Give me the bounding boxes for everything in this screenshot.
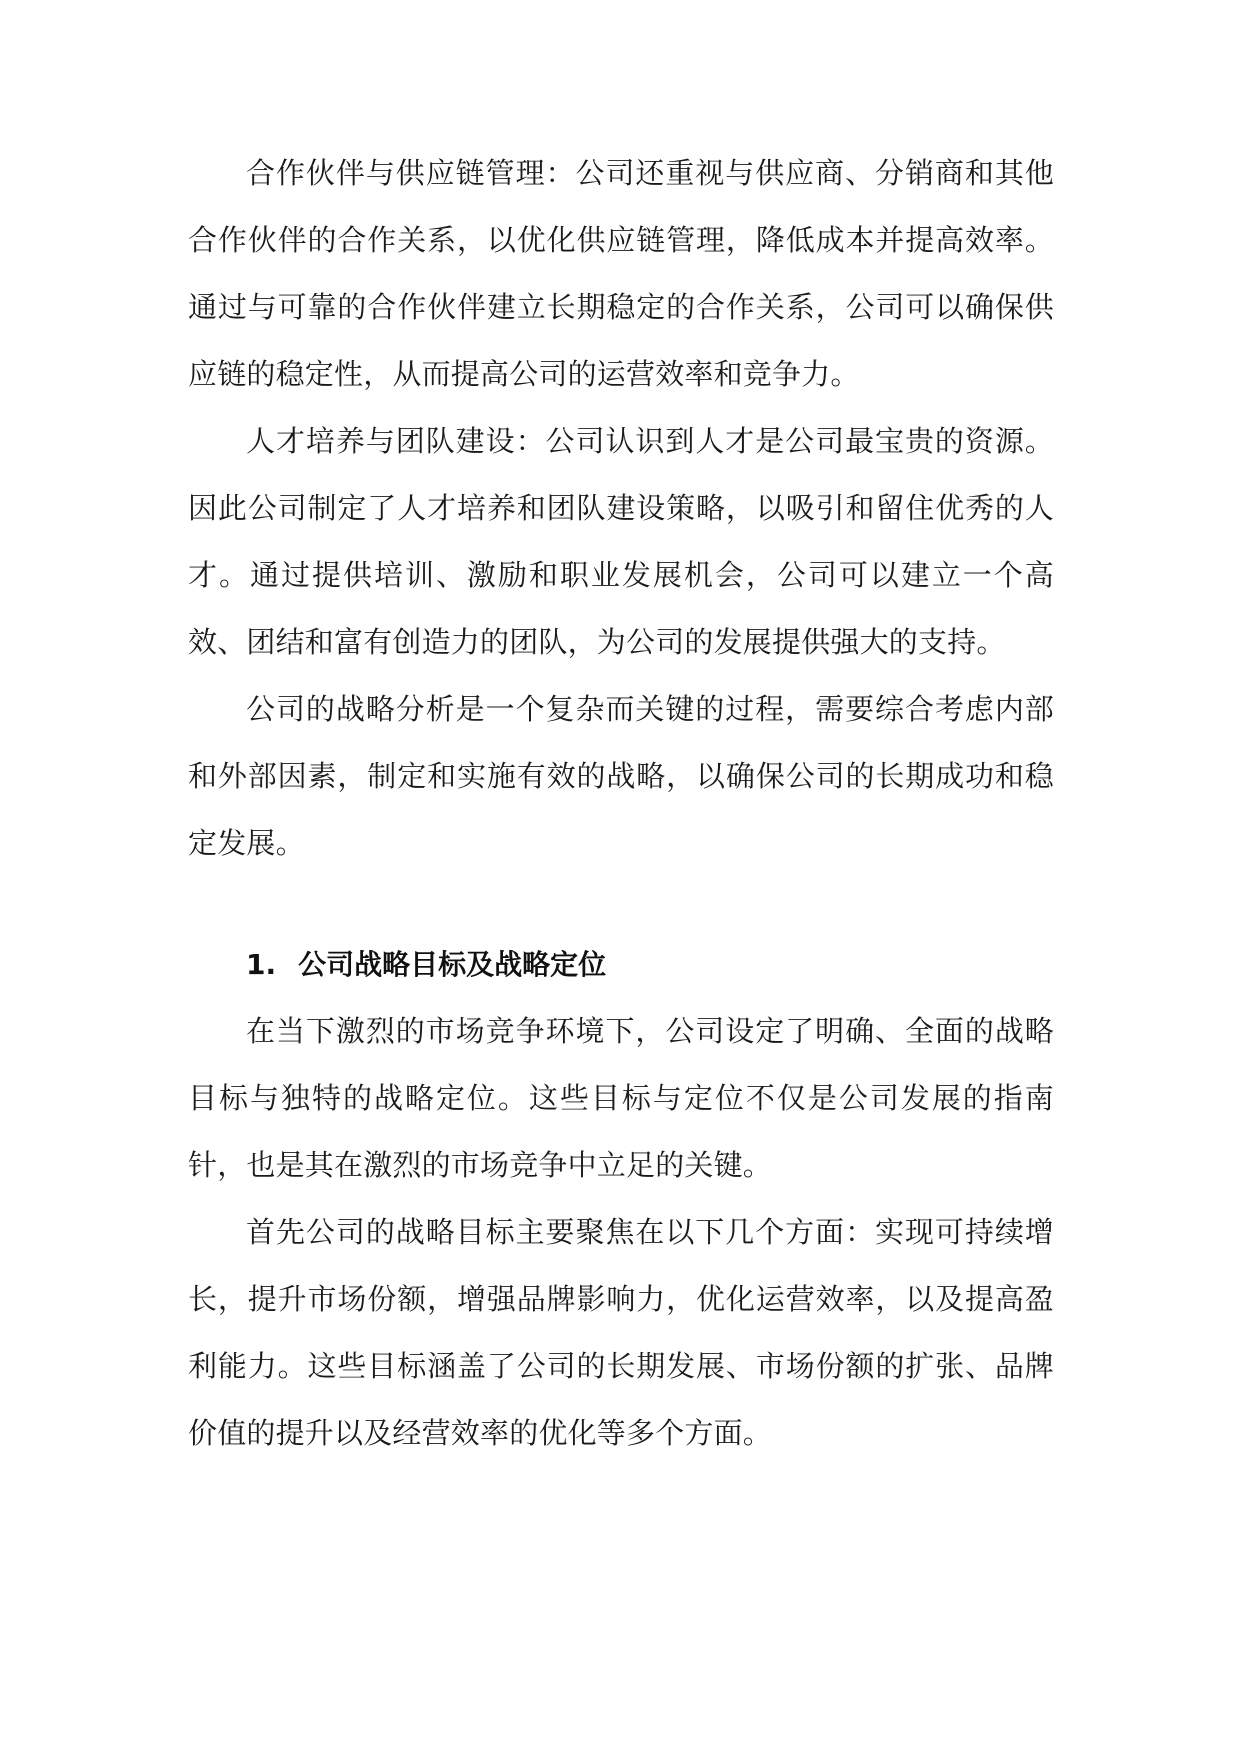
paragraph-strategy-summary: 公司的战略分析是一个复杂而关键的过程，需要综合考虑内部和外部因素，制定和实施有效的战略，以确保公司的长期成功和稳定发展。: [188, 692, 1054, 860]
document-body: [188, 140, 1054, 1467]
paragraph-goals-detail: 首先公司的战略目标主要聚焦在以下几个方面：实现可持续增长，提升市场份额，增强品牌影响力，优化运营效率，以及提高盈利能力。这些目标涵盖了公司的长期发展、市场份额的扩张、品牌价值的提升以及经营效率的优化等多个方面。: [188, 1215, 1054, 1450]
section-heading: [188, 931, 1054, 998]
paragraph-talent: 人才培养与团队建设：公司认识到人才是公司最宝贵的资源。因此公司制定了人才培养和团队建设策略，以吸引和留住优秀的人才。通过提供培训、激励和职业发展机会，公司可以建立一个高效、团结和富有创造力的团队，为公司的发展提供强大的支持。: [188, 424, 1054, 659]
paragraph-goals-intro: 在当下激烈的市场竞争环境下，公司设定了明确、全面的战略目标与独特的战略定位。这些目标与定位不仅是公司发展的指南针，也是其在激烈的市场竞争中立足的关键。: [188, 1014, 1054, 1182]
section-title: 公司战略目标及战略定位: [298, 948, 607, 981]
paragraph-supply-chain: 合作伙伴与供应链管理：公司还重视与供应商、分销商和其他合作伙伴的合作关系，以优化供应链管理，降低成本并提高效率。通过与可靠的合作伙伴建立长期稳定的合作关系，公司可以确保供应链的稳定性，从而提高公司的运营效率和竞争力。: [188, 156, 1054, 391]
section-number: 1.: [246, 948, 277, 981]
